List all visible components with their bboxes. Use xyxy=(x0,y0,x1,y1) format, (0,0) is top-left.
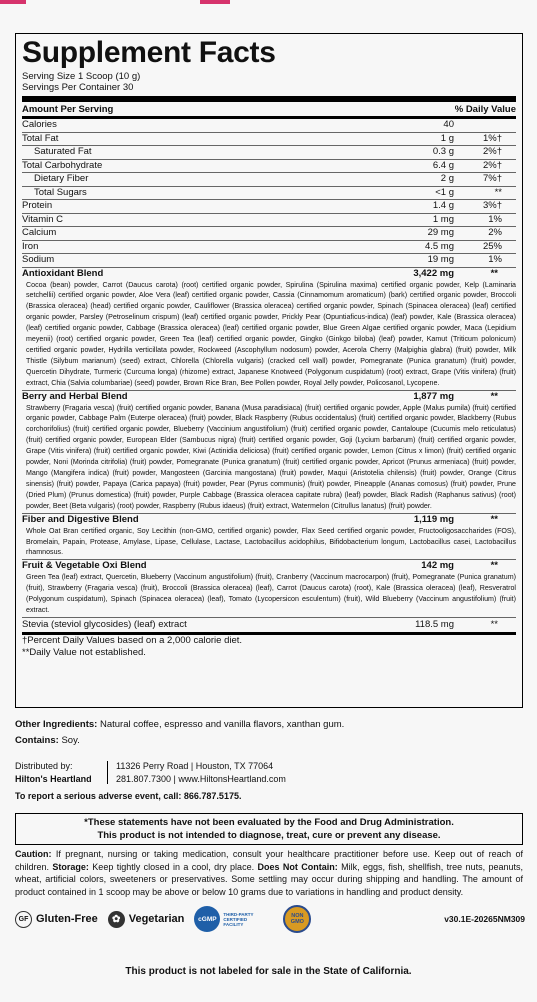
other-ingredients-section xyxy=(15,717,523,749)
stevia-amount: 118.5 mg xyxy=(415,618,454,630)
blend-amount: 1,119 mg xyxy=(413,513,454,525)
corner-tick-right xyxy=(200,0,230,4)
serving-size: Serving Size 1 Scoop (10 g) xyxy=(22,71,141,82)
gluten-free-icon: GF xyxy=(15,911,32,928)
nutrient-row: Total Fat 1 g 1%† xyxy=(22,133,516,147)
gluten-free-badge: GF Gluten-Free xyxy=(15,911,98,928)
supplement-facts-panel xyxy=(15,33,523,708)
blend-dv: ** xyxy=(490,390,498,402)
stevia-dv: ** xyxy=(490,618,498,630)
leaf-icon: ✿ xyxy=(108,911,125,928)
vegetarian-badge: ✿ Vegetarian xyxy=(108,911,185,928)
other-ingredients: Other Ingredients: Natural coffee, espresso and vanilla flavors, xanthan gum. xyxy=(15,719,345,730)
version-code: v30.1E-20265NM309 xyxy=(444,914,525,924)
amount-per-serving-label: Amount Per Serving xyxy=(22,104,114,115)
gmp-seal-text: THIRD-PARTY CERTIFIED FACILITY xyxy=(223,911,254,927)
blend-name: Fruit & Vegetable Oxi Blend xyxy=(22,560,147,572)
blend-fiber-digestive xyxy=(22,514,516,561)
disclaimer-line-1: *These statements have not been evaluated by the Food and Drug Administration. xyxy=(84,817,454,828)
distributed-by-label: Distributed by: xyxy=(15,761,73,771)
nutrient-row: Protein 1.4 g 3%† xyxy=(22,200,516,214)
blend-fruit-vegetable xyxy=(22,560,516,618)
contains: Contains: Soy. xyxy=(15,735,80,746)
nutrient-row: Iron 4.5 mg 25% xyxy=(22,241,516,255)
amount-header xyxy=(22,103,516,116)
blend-ingredients: Cocoa (bean) powder, Carrot (Daucus carota) (root) certified organic powder, Spirulina (Spirulina maxima) certified organic powder, Kelp (Laminaria setchellii) certified organic powder, Aloe Vera (leaf) certified organic powder, Cassia (Cinnamomum aromaticum) (bark) certified organic powder, Broccoli (Brassica oleracea) (head) certified organic powder, Cauliflower (Brassica oleracea) certified organic powder, Spinach (Spinacea oleracea) (leaf) certified organic powder, Parsley (Petroselinum crispum) (leaf) certified organic powder, Prickly Pear (Opuntiaficus-indica) (leaf) powder, Kale (Brassica oleracea) (leaf) certified organic powder, Cabbage (Brassica oleracea) (leaf) certified organic powder, Blue Green Algae certified organic powder, Maca (Lepidium meyenii) (root) certified organic powder, Green Tea (leaf) certified organic powder, Gingko (Ginkgo biloba) (leaf) powder, Kamut (Triticum polonicum) certified organic powder, Hydrilla verticillata powder, Rockweed (Ascophyllum nodosum) powder, Acerola Cherry (Malpighia glabra) (fruit) powder, Milk Thistle (Silybum marianum) (seed) extract, Chlorella (Chlorella vulgaris) (cracked cell wall) powder, Pomegranate (Punica granatum) (fruit) powder, Quercetin Dihydrate, Turmeric (Curcuma longa) (rhizome) extract, Japanese Knotweed (Polygonum cuspidatum) (root) extract, Grape (Vitis vinifera) (fruit) extract, Chia (Salvia columbariae) (seed) powder, Brown Rice Bran, Bee Pollen powder, Royal Jelly powder, Policosanol, Lycopene. xyxy=(22,280,516,391)
fda-disclaimer xyxy=(15,813,523,845)
california-notice: This product is not labeled for sale in the State of California. xyxy=(125,966,412,977)
footnote-no-dv: **Daily Value not established. xyxy=(22,646,146,658)
blend-ingredients: Whole Oat Bran certified organic, Soy Lecithin (non-GMO, certified organic) powder, Flax Seed certified organic powder, Fructooligosaccharides (FOS), Bromelain, Papain, Protease, Amylase, Lipase, Cellulase, Lactase, Lactobacillus acidophilus, Bifidobacterium longum, Lactobacillus casei, Lactobacillus rhamnosus. xyxy=(22,526,516,561)
nutrient-row: Sodium 19 mg 1% xyxy=(22,254,516,268)
servings-per-container: Servings Per Container 30 xyxy=(22,82,134,93)
blend-name: Fiber and Digestive Blend xyxy=(22,513,139,525)
gmp-seal-icon: cGMP xyxy=(194,906,220,932)
non-gmo-seal-icon: NON GMO xyxy=(283,905,311,933)
blend-amount: 142 mg xyxy=(421,560,454,572)
blend-antioxidant xyxy=(22,268,516,391)
disclaimer-line-2: This product is not intended to diagnose, treat, cure or prevent any disease. xyxy=(97,830,441,841)
footnote-percent: †Percent Daily Values based on a 2,000 calorie diet. xyxy=(22,634,243,646)
gmp-badge xyxy=(194,906,259,932)
daily-value-label: % Daily Value xyxy=(454,104,516,115)
nutrient-row: Dietary Fiber 2 g 7%† xyxy=(22,173,516,187)
nutrient-row: Calories 40 xyxy=(22,119,516,133)
caution-paragraph: Caution: If pregnant, nursing or taking medication, consult your healthcare practitioner before use. Keep out of reach of children. Storage: Keep tightly closed in a cool, dry place. Does Not Contain: Milk, eggs, fish, shellfish, tree nuts, peanuts, wheat, artificial colors, sweeteners or preservatives. Some settling may occur during shipping and handling. The amount of product contained in 1 scoop may be above or below 10 grams due to variations in handling and product density. xyxy=(15,849,523,897)
nutrient-row: Total Sugars <1 g ** xyxy=(22,187,516,201)
stevia-row xyxy=(22,618,516,632)
distributor-contact: 281.807.7300 | www.HiltonsHeartland.com xyxy=(116,773,286,784)
blend-dv: ** xyxy=(490,267,498,279)
adverse-event-report: To report a serious adverse event, call: 866.787.5175. xyxy=(15,791,242,801)
certification-badges xyxy=(15,905,525,933)
blend-name: Berry and Herbal Blend xyxy=(22,390,128,402)
nutrient-row: Calcium 29 mg 2% xyxy=(22,227,516,241)
blend-ingredients: Green Tea (leaf) extract, Quercetin, Blueberry (Vaccinum angustifolium) (fruit), Cranberry (Vaccinum macrocarpon) (fruit), Pomegranate (Punica granatum) (fruit), Strawberry (Fragaria vesca) (fruit), Broccoli (Brassica oleracea) (leaf), Carrot (Daucus carota) (root), Kale (Brassica oleracea) (leaf), Resveratrol (Polygonum cuspidatum), Spinach (Spinacea oleracea) (leaf), Tomato (Lycopersicon esculentum) (fruit), Wild Blueberry (Vaccinum angustifolium) (fruit) extract. xyxy=(22,572,516,618)
nutrient-row: Total Carbohydrate 6.4 g 2%† xyxy=(22,160,516,174)
nutrient-table xyxy=(22,119,516,268)
blend-amount: 3,422 mg xyxy=(413,267,454,279)
distributor-address: 11326 Perry Road | Houston, TX 77064 xyxy=(116,761,274,771)
stevia-name: Stevia (steviol glycosides) (leaf) extract xyxy=(22,618,187,630)
blend-name: Antioxidant Blend xyxy=(22,267,104,279)
blend-berry-herbal xyxy=(22,391,516,514)
distributor-name: Hilton's Heartland xyxy=(15,773,92,784)
nutrient-row: Vitamin C 1 mg 1% xyxy=(22,214,516,228)
blend-dv: ** xyxy=(490,513,498,525)
corner-tick-left xyxy=(0,0,26,4)
distributor-block xyxy=(15,760,523,785)
blend-ingredients: Strawberry (Fragaria vesca) (fruit) certified organic powder, Banana (Musa paradisiaca) (fruit) certified organic powder, Apple (Malus pumila) (fruit) certified organic powder, Cabbage Palm (Euterpe oleracea) (fruit) powder, Black Raspberry (Rubus occidentalus) (fruit) certified organic powder, Blackberry (Rubus corchorifolius) (fruit) certified organic powder, Blueberry (Vaccinium angustifolium) (fruit) certified organic powder, Cantaloupe (Cucumis melo reticulatus) (fruit) certified organic powder, European Elder (Sambucus nigra) (fruit) certified organic powder, Goji (Lycium barbarum) (fruit) certified organic powder, Grape (Vitis vinifera) (fruit) certified organic powder, Kiwi (Actinidia deliciosa) (fruit) certified organic powder, Lemon (Citrus x limon) (fruit) certified organic powder, Noni (Morinda citrifolia) (fruit) powder, Pomegranate (Punica granatum) (fruit) certified organic powder, Apricot (Prunus armeniaca) (fruit) powder, Mango (Mangifera indica) (fruit) powder, Mangosteen (Garcinia mangostana) (fruit) powder, Maqui (Aristotelia chilensis) (fruit) powder, Orange (Citrus sinensis) (fruit) powder, Papaya (Carica papaya) (fruit) powder, Pear (Pyrus communis) (fruit) powder, Pineapple (Ananas comosus) (fruit) powder, Prune (Dried Plum) (Prunus domestica) (fruit) powder, Purple Cabbage (Brassica oleracea capitate rubra) (leaf) powder, Black Radish (Raphanus sativus) (root) powder, Beet (Beta vulgaris) (root) powder, Raspberry (Rubus idaeus) (fruit) extract, Watermelon (Citrullus lanatus) (fruit) powder. xyxy=(22,403,516,514)
facts-title: Supplement Facts xyxy=(22,36,276,69)
heavy-rule xyxy=(22,96,516,102)
nutrient-row: Saturated Fat 0.3 g 2%† xyxy=(22,146,516,160)
blend-amount: 1,877 mg xyxy=(413,390,454,402)
blend-dv: ** xyxy=(490,560,498,572)
